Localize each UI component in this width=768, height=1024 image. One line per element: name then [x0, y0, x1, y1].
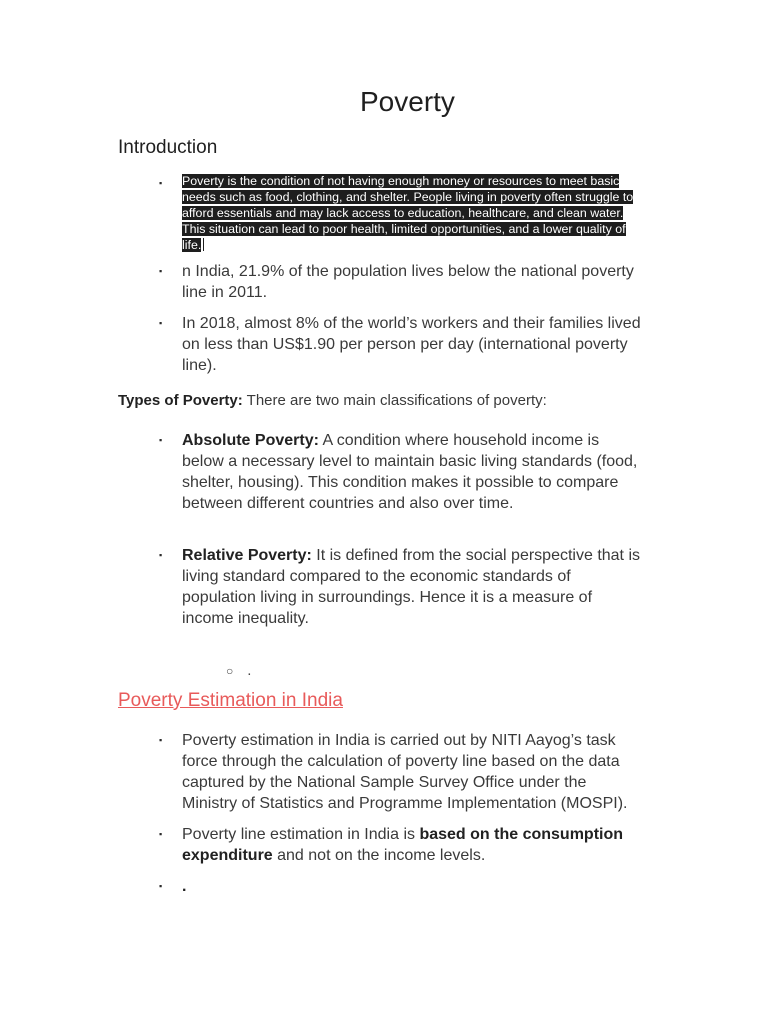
term-description: It is defined from the social perspective that is living standard compared to the economic standards of population living in surroundings. Hence it is a measure of income inequality.	[182, 547, 640, 627]
bullet-text-after: and not on the income levels.	[272, 847, 486, 864]
bullet-marker: ▪	[159, 550, 163, 560]
sub-bullet-row	[226, 662, 251, 679]
bullet-marker: ▪	[159, 881, 163, 891]
bullet-text-before: Poverty line estimation in India is	[182, 826, 420, 843]
sub-bullet-text: .	[247, 662, 252, 679]
list-item	[0, 824, 768, 866]
introduction-list	[0, 173, 768, 376]
bullet-text: Poverty estimation in India is carried out by NITI Aayog’s task force through the calculation of poverty line based on the data captured by the National Sample Survey Office under the Ministry of Statistics and Programme Implementation (MOSPI).	[182, 732, 628, 812]
bullet-marker: ▪	[159, 435, 163, 445]
list-item	[0, 545, 768, 629]
bullet-marker: ▪	[159, 735, 163, 745]
bullet-text: In 2018, almost 8% of the world’s workers and their families lived on less than US$1.90 per person per day (international poverty line).	[182, 315, 641, 374]
bullet-marker: ▪	[159, 318, 163, 328]
bullet-text: .	[182, 878, 187, 895]
types-text: There are two main classifications of poverty:	[242, 392, 547, 409]
introduction-heading: Introduction	[118, 137, 218, 158]
list-item	[0, 430, 768, 514]
types-label: Types of Poverty:	[118, 392, 243, 409]
bullet-text: n India, 21.9% of the population lives below the national poverty line in 2011.	[182, 263, 634, 301]
term-absolute-poverty: Absolute Poverty:	[182, 432, 319, 449]
estimation-list	[0, 730, 768, 897]
types-list	[0, 430, 768, 629]
text-cursor	[203, 238, 204, 251]
list-item	[0, 313, 768, 376]
bullet-marker: ▪	[159, 266, 163, 276]
list-item	[0, 261, 768, 303]
term-relative-poverty: Relative Poverty:	[182, 547, 312, 564]
bullet-marker: ▪	[159, 178, 163, 188]
bullet-marker: ▪	[159, 829, 163, 839]
selected-text[interactable]: Poverty is the condition of not having enough money or resources to meet basic needs such as food, clothing, and shelter. People living in poverty often struggle to afford essentials and may lack access to education, healthcare, and clean water. This situation can lead to poor health, limited opportunities, and a lower quality of life.	[182, 174, 634, 252]
bullet-text-bold: based on the consumption expenditure	[182, 826, 624, 864]
list-item	[0, 730, 768, 814]
list-item	[0, 876, 768, 897]
sub-bullet-marker: ○	[226, 664, 234, 678]
list-item	[0, 173, 768, 253]
types-of-poverty-line	[118, 392, 547, 409]
estimation-heading[interactable]: Poverty Estimation in India	[118, 690, 343, 711]
term-description: A condition where household income is below a necessary level to maintain basic living standards (food, shelter, housing). This condition makes it possible to compare between different countries and also over time.	[182, 432, 638, 512]
document-title: Poverty	[360, 86, 455, 117]
